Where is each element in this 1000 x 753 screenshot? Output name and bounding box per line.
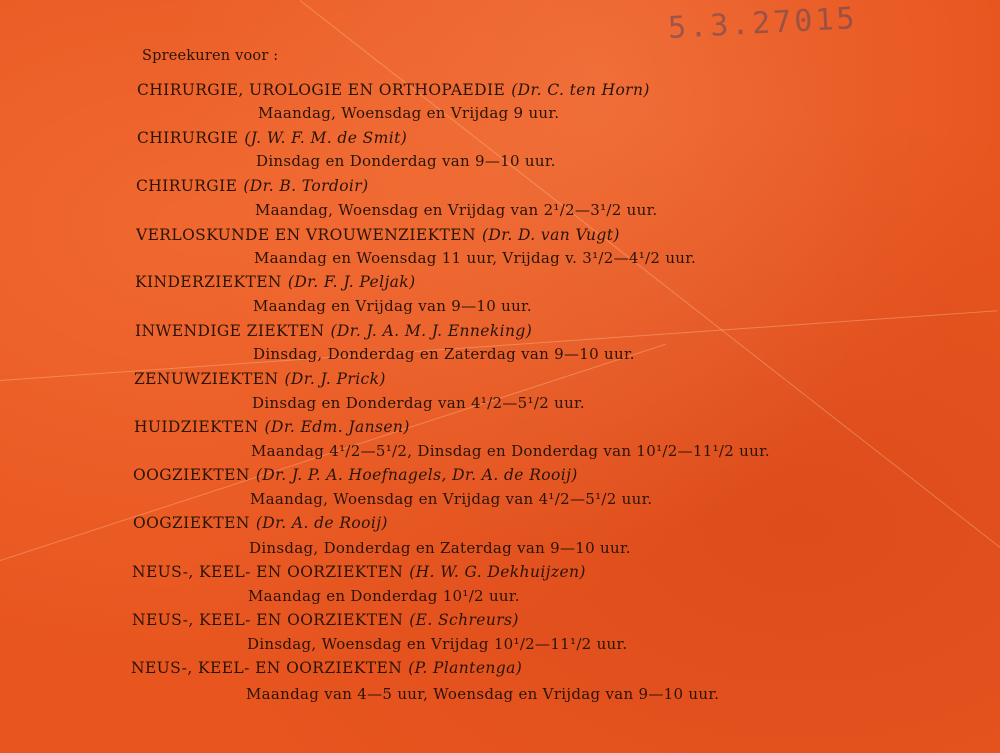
consultation-hours: Maandag, Woensdag en Vrijdag van 2¹/2—3¹/2 uur.	[255, 201, 658, 219]
department-name: CHIRURGIE	[137, 129, 239, 147]
entry-heading	[136, 177, 369, 195]
entry-heading	[133, 514, 388, 532]
intro-heading: Spreekuren voor :	[142, 48, 279, 64]
consultation-hours: Maandag en Woensdag 11 uur, Vrijdag v. 3¹/2—4¹/2 uur.	[254, 249, 697, 267]
department-name: CHIRURGIE	[136, 177, 238, 195]
handwritten-stamp: 5.3.27015	[667, 1, 859, 46]
consultation-hours: Maandag van 4—5 uur, Woensdag en Vrijdag van 9—10 uur.	[246, 685, 720, 703]
doctor-name: (Dr. J. A. M. J. Enneking)	[330, 322, 533, 340]
consultation-hours: Dinsdag en Donderdag van 4¹/2—5¹/2 uur.	[252, 394, 585, 412]
department-name: CHIRURGIE, UROLOGIE EN ORTHOPAEDIE	[137, 81, 506, 99]
entry-heading	[131, 659, 522, 677]
entry-heading	[134, 418, 410, 436]
entry-heading	[132, 563, 586, 581]
doctor-name: (J. W. F. M. de Smit)	[244, 129, 408, 147]
department-name: VERLOSKUNDE EN VROUWENZIEKTEN	[136, 226, 476, 244]
department-name: HUIDZIEKTEN	[134, 418, 259, 436]
consultation-hours: Maandag, Woensdag en Vrijdag 9 uur.	[258, 104, 560, 122]
department-name: INWENDIGE ZIEKTEN	[135, 322, 325, 340]
doctor-name: (Dr. D. van Vugt)	[481, 226, 620, 244]
entry-heading	[134, 370, 386, 388]
doctor-name: (H. W. G. Dekhuijzen)	[409, 563, 586, 581]
doctor-name: (E. Schreurs)	[409, 611, 519, 629]
department-name: KINDERZIEKTEN	[135, 273, 282, 291]
doctor-name: (Dr. J. Prick)	[284, 370, 386, 388]
doctor-name: (Dr. F. J. Peljak)	[287, 273, 416, 291]
doctor-name: (Dr. J. P. A. Hoefnagels, Dr. A. de Rooij)	[255, 466, 578, 484]
department-name: NEUS-, KEEL- EN OORZIEKTEN	[131, 659, 403, 677]
consultation-hours: Dinsdag, Donderdag en Zaterdag van 9—10 uur.	[253, 345, 635, 363]
department-name: OOGZIEKTEN	[133, 514, 250, 532]
entry-heading	[132, 611, 519, 629]
consultation-hours: Maandag, Woensdag en Vrijdag van 4¹/2—5¹/2 uur.	[250, 490, 653, 508]
consultation-hours: Maandag 4¹/2—5¹/2, Dinsdag en Donderdag van 10¹/2—11¹/2 uur.	[251, 442, 770, 460]
doctor-name: (Dr. C. ten Horn)	[511, 81, 650, 99]
consultation-hours: Dinsdag, Donderdag en Zaterdag van 9—10 uur.	[249, 539, 631, 557]
department-name: NEUS-, KEEL- EN OORZIEKTEN	[132, 563, 404, 581]
entry-heading	[135, 273, 416, 291]
consultation-hours: Dinsdag, Woensdag en Vrijdag 10¹/2—11¹/2 uur.	[247, 635, 628, 653]
entry-heading	[137, 129, 407, 147]
entry-heading	[135, 322, 532, 340]
entry-heading	[136, 226, 620, 244]
consultation-hours: Dinsdag en Donderdag van 9—10 uur.	[256, 152, 556, 170]
department-name: ZENUWZIEKTEN	[134, 370, 279, 388]
doctor-name: (P. Plantenga)	[408, 659, 523, 677]
department-name: NEUS-, KEEL- EN OORZIEKTEN	[132, 611, 404, 629]
entry-heading	[133, 466, 578, 484]
doctor-name: (Dr. B. Tordoir)	[243, 177, 369, 195]
doctor-name: (Dr. Edm. Jansen)	[264, 418, 410, 436]
department-name: OOGZIEKTEN	[133, 466, 250, 484]
consultation-hours: Maandag en Donderdag 10¹/2 uur.	[248, 587, 520, 605]
entry-heading	[137, 81, 650, 99]
doctor-name: (Dr. A. de Rooij)	[255, 514, 388, 532]
consultation-hours: Maandag en Vrijdag van 9—10 uur.	[253, 297, 532, 315]
